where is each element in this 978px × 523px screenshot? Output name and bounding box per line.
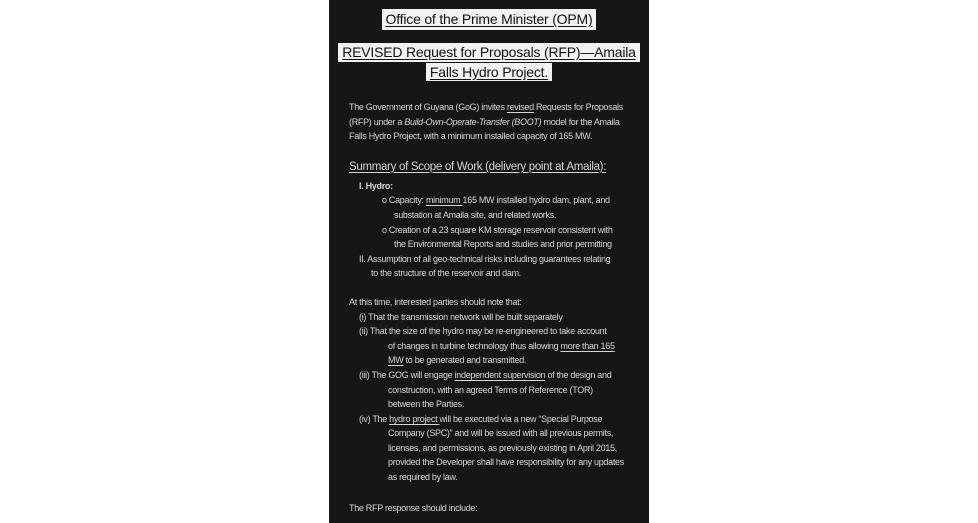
- doc-subtitle-line: [329, 43, 649, 63]
- doc-line: licenses, and permissions, as previously existing in April 2015,: [388, 442, 617, 453]
- doc-line: construction, with an agreed Terms of Reference (TOR): [388, 384, 593, 395]
- doc-line: Summary of Scope of Work (delivery point at Amaila):: [349, 160, 607, 173]
- doc-line: o Capacity: minimum 165 MW installed hydro dam, plant, and: [382, 195, 610, 206]
- doc-subtitle-line: [329, 63, 649, 83]
- notes-paragraph: [349, 295, 629, 485]
- doc-title: [329, 9, 649, 30]
- doc-title-highlight: Office of the Prime Minister (OPM): [382, 9, 597, 30]
- doc-line: (RFP) under a Build-Own-Operate-Transfer (BOOT) model for the Amaila: [349, 116, 620, 127]
- doc-line: as required by law.: [388, 472, 458, 483]
- scope-of-work-list: [349, 179, 629, 281]
- doc-line: the Environmental Reports and studies and prior permitting: [394, 239, 612, 250]
- document-page: [329, 0, 649, 523]
- doc-line: to the structure of the reservoir and dam.: [371, 268, 521, 279]
- doc-line: provided the Developer shall have responsibility for any updates: [388, 457, 624, 468]
- doc-line: The Government of Guyana (GoG) invites revised Requests for Proposals: [349, 102, 623, 112]
- scope-of-work-heading: [349, 159, 629, 175]
- doc-line: substation at Amaila site, and related works.: [394, 209, 557, 220]
- document-body: [329, 100, 649, 515]
- doc-line: Company (SPC)” and will be issued with all previous permits,: [388, 428, 614, 439]
- doc-line: The RFP response should include:: [349, 502, 478, 513]
- doc-line: (i) That the transmission network will be built separately: [359, 311, 563, 322]
- doc-line: between the Parties.: [388, 399, 465, 410]
- doc-subtitle: [329, 43, 649, 82]
- doc-line: I. Hydro:: [359, 180, 393, 191]
- doc-line: of changes in turbine technology thus allowing more than 165: [388, 340, 615, 351]
- doc-line: (iv) The hydro project will be executed via a new “Special Purpose: [359, 413, 603, 424]
- doc-subtitle-highlight: Falls Hydro Project.: [426, 63, 552, 82]
- doc-line: (iii) The GOG will engage independent supervision of the design and: [359, 369, 612, 380]
- doc-line: II. Assumption of all geo-technical risks including guarantees relating: [359, 253, 611, 264]
- doc-title-line: [329, 9, 649, 30]
- doc-line: (ii) That the size of the hydro may be re-engineered to take account: [359, 326, 607, 337]
- doc-line: MW to be generated and transmitted.: [388, 355, 527, 366]
- doc-subtitle-highlight: REVISED Request for Proposals (RFP)—Amaila: [338, 43, 639, 62]
- doc-line: Falls Hydro Project, with a minimum installed capacity of 165 MW.: [349, 131, 593, 142]
- intro-paragraph: [349, 100, 629, 144]
- doc-line: At this time, interested parties should note that:: [349, 296, 522, 307]
- doc-line: o Creation of a 23 square KM storage reservoir consistent with: [382, 224, 613, 235]
- closing-paragraph: [349, 501, 629, 516]
